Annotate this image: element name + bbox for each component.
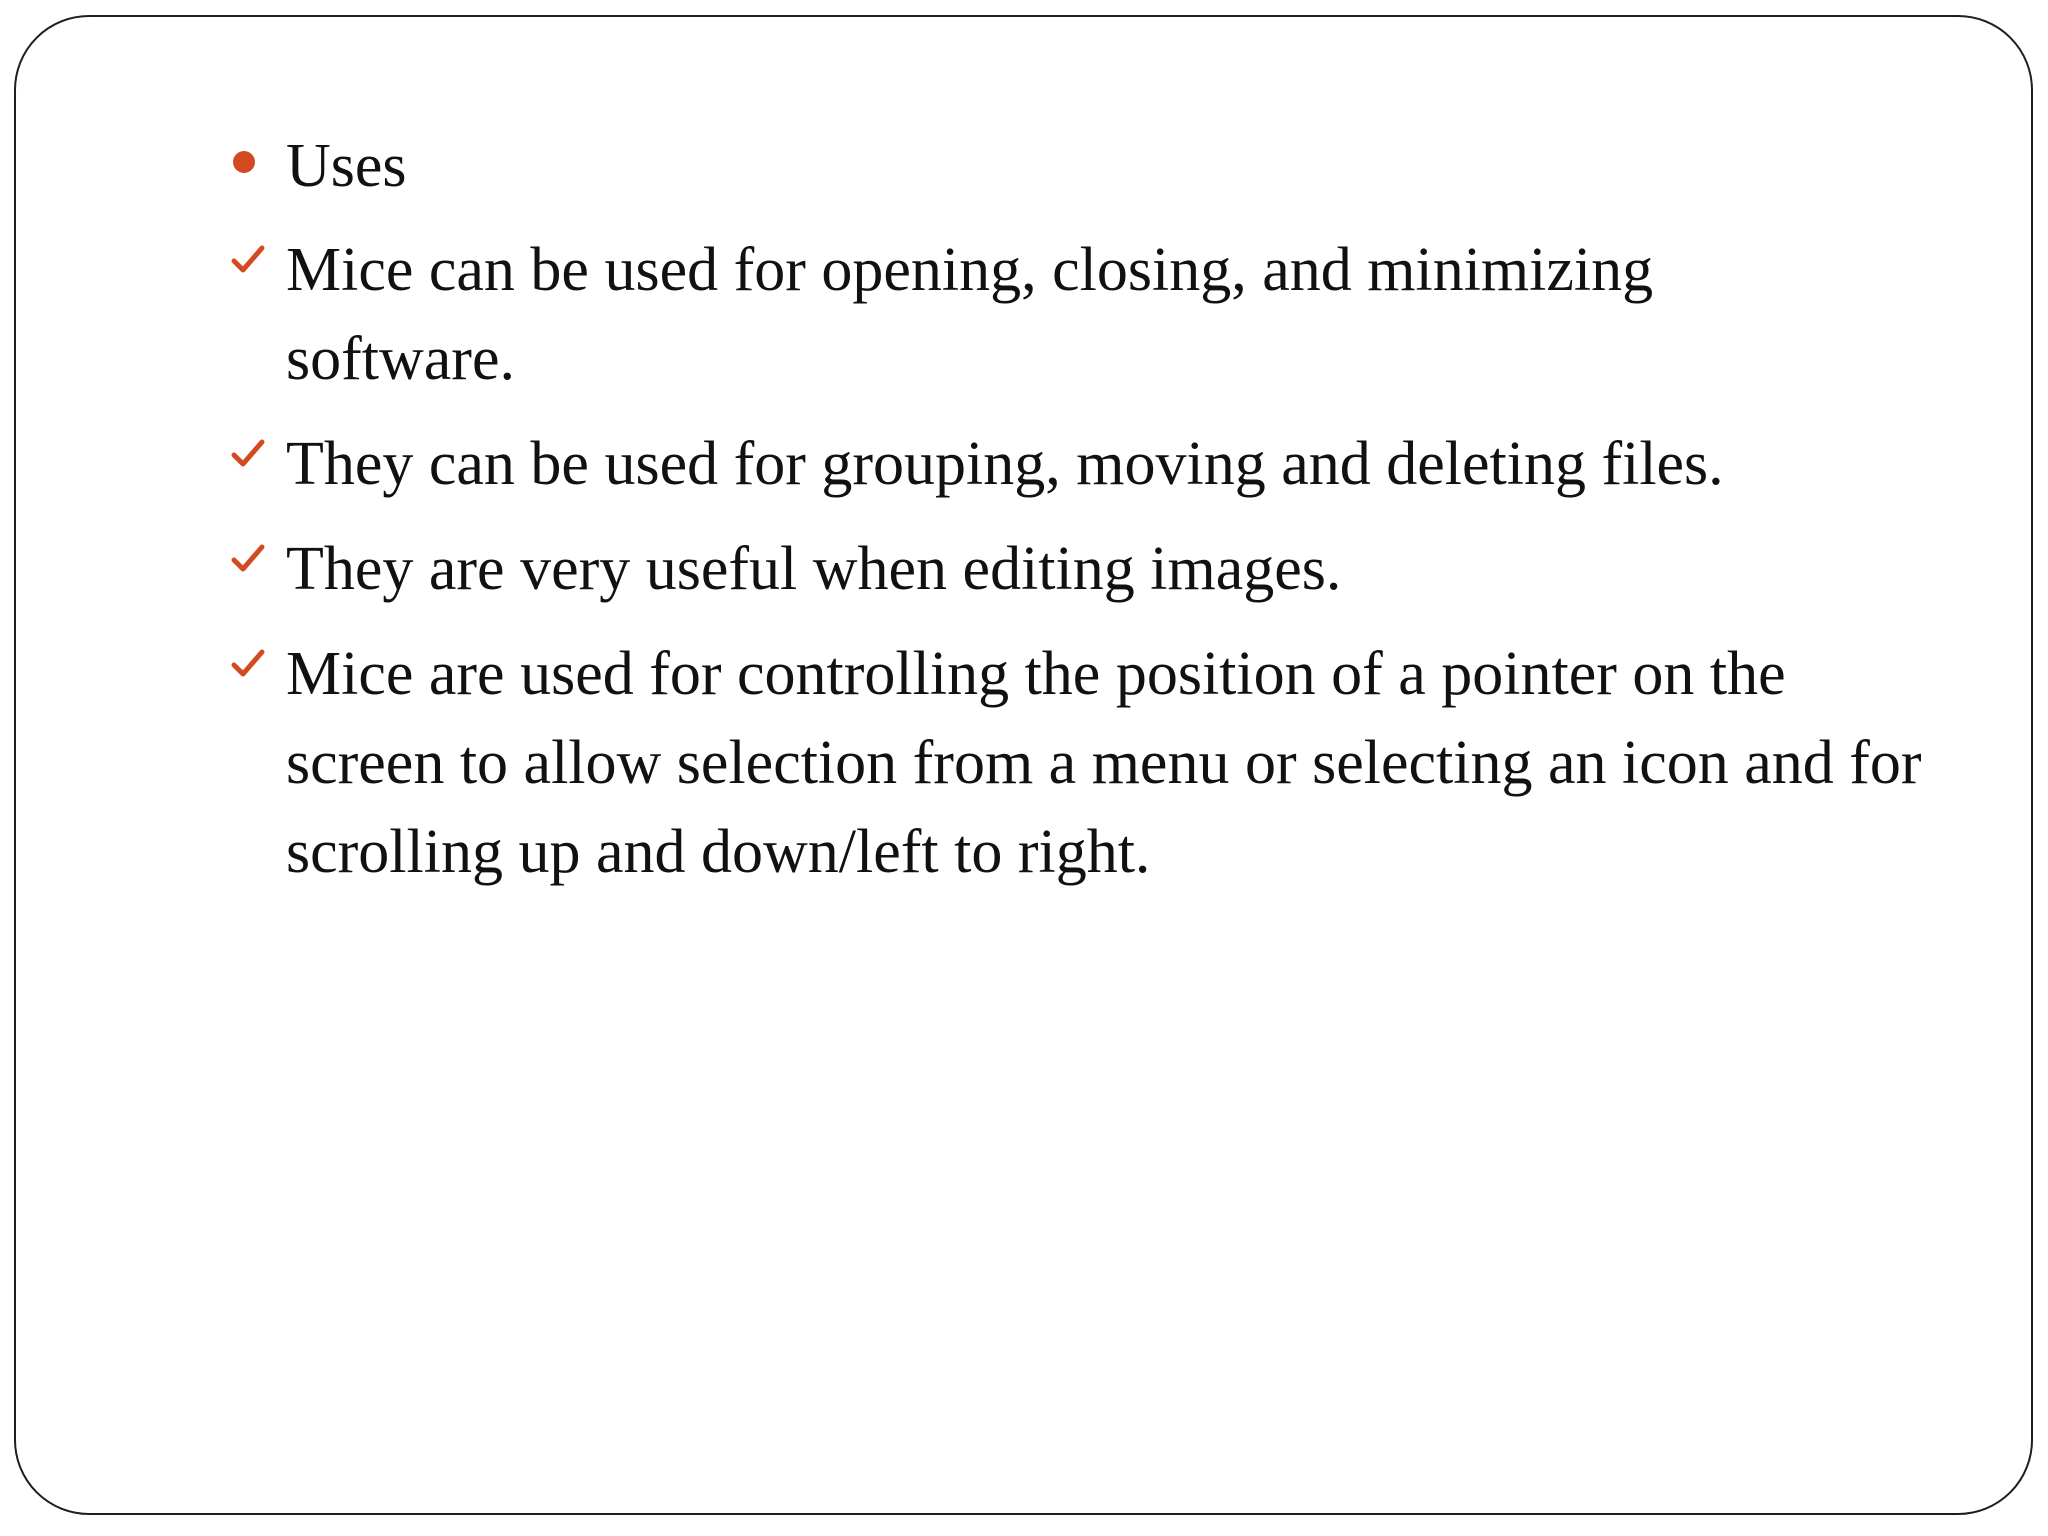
dot-bullet-icon	[233, 151, 255, 173]
checkmark-icon	[231, 647, 265, 681]
checkmark-icon	[231, 243, 265, 277]
list-item-text: Mice are used for controlling the position of a pointer on the screen to allow selection from a menu or selecting an icon and for scrolling up and down/left to right.	[286, 640, 1922, 886]
heading-text: Uses	[286, 132, 407, 200]
list-item	[286, 525, 2006, 614]
list-item	[286, 630, 1936, 897]
list-item-text: They can be used for grouping, moving and deleting files.	[286, 430, 1724, 498]
slide-content	[286, 122, 2006, 897]
heading-item	[286, 122, 2006, 211]
list-item-text: Mice can be used for opening, closing, and minimizing software.	[286, 236, 1654, 393]
checkmark-icon	[231, 437, 265, 471]
list-item	[286, 226, 1786, 404]
list-item	[286, 420, 2006, 509]
checkmark-icon	[231, 542, 265, 576]
list-item-text: They are very useful when editing images.	[286, 535, 1342, 603]
